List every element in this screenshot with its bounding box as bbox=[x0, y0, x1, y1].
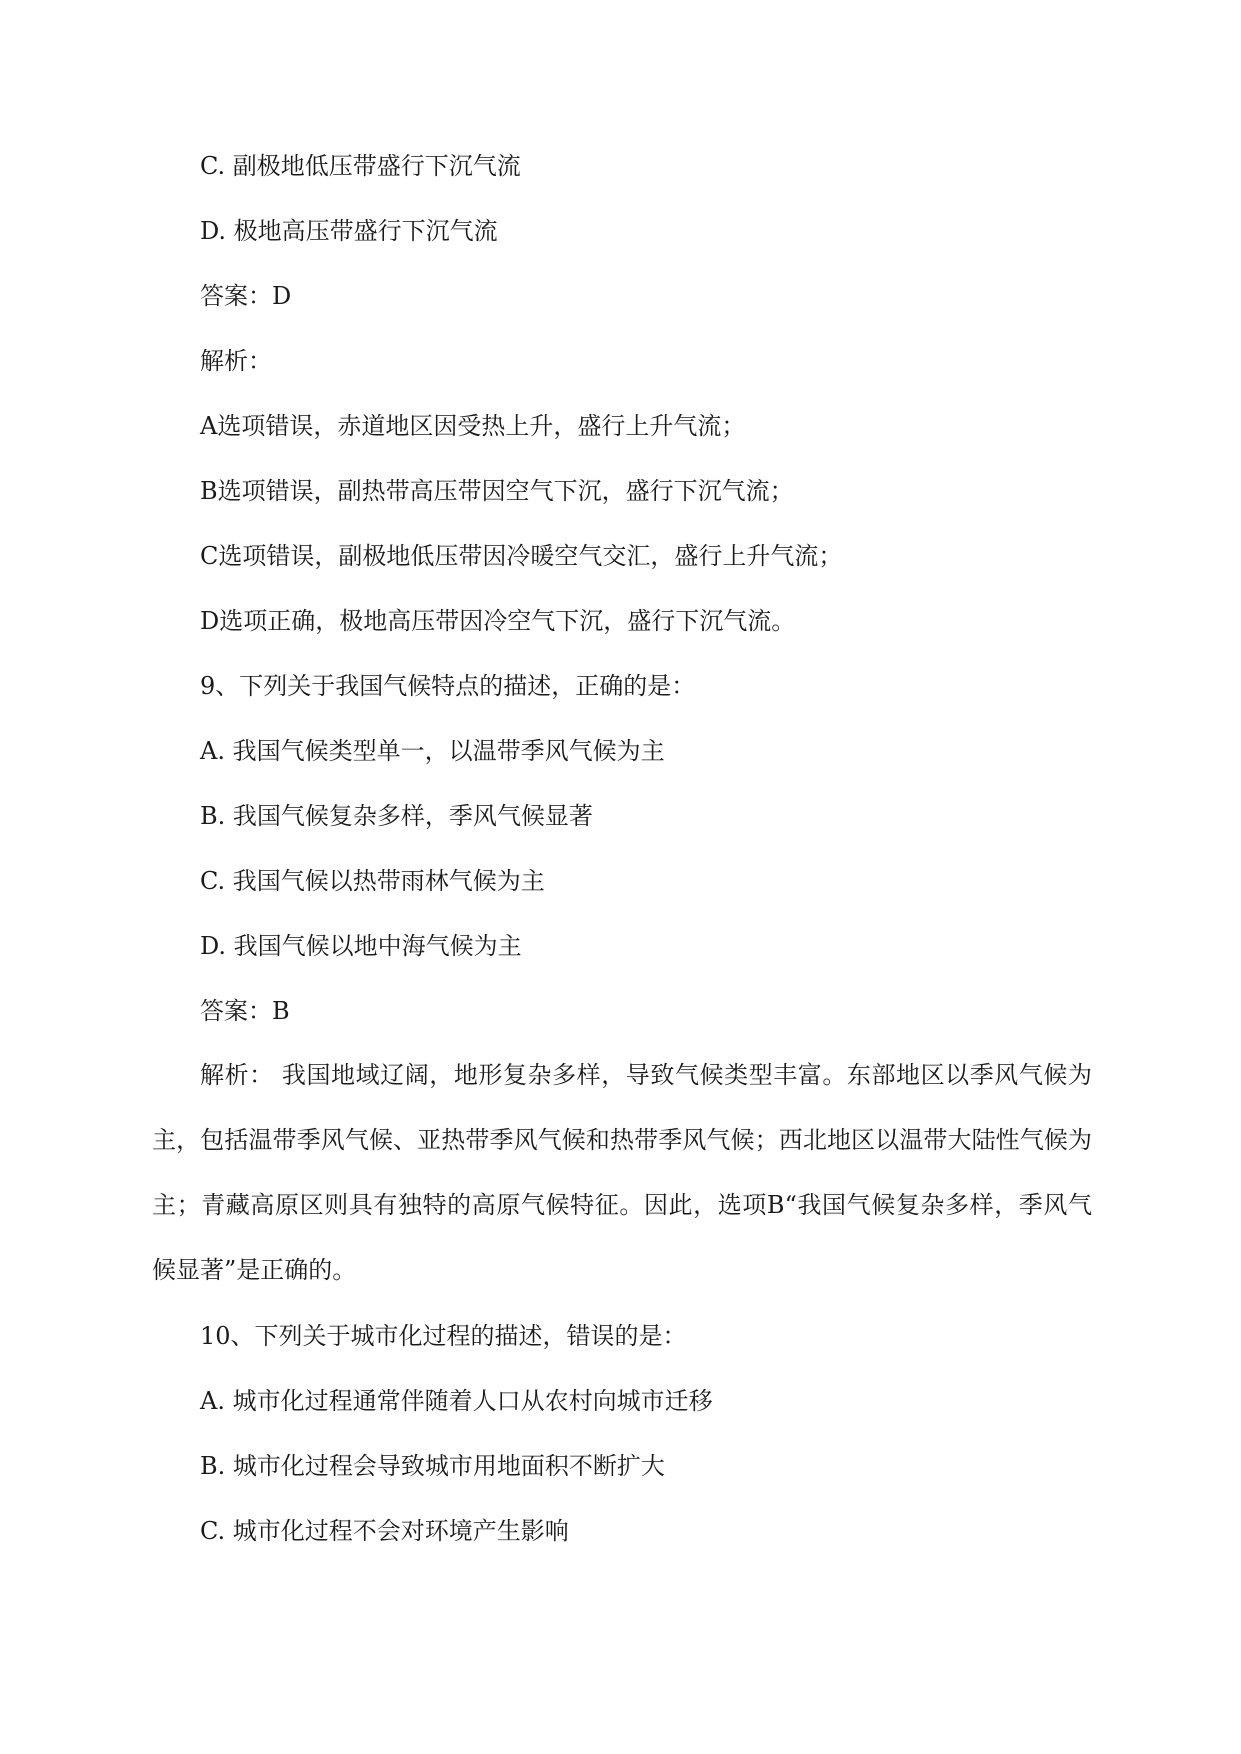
q9-question: 9、下列关于我国气候特点的描述，正确的是： bbox=[200, 672, 696, 700]
q10-option-c: C. 城市化过程不会对环境产生影响 bbox=[200, 1517, 569, 1545]
q9-option-d: D. 我国气候以地中海气候为主 bbox=[200, 932, 522, 960]
q8-option-d: D. 极地高压带盛行下沉气流 bbox=[200, 217, 498, 245]
q10-option-a: A. 城市化过程通常伴随着人口从农村向城市迁移 bbox=[200, 1387, 713, 1415]
q9-option-a: A. 我国气候类型单一，以温带季风气候为主 bbox=[200, 737, 665, 765]
q8-analysis-c: C选项错误，副极地低压带因冷暖空气交汇，盛行上升气流； bbox=[200, 542, 843, 570]
q8-analysis-b: B选项错误，副热带高压带因空气下沉，盛行下沉气流； bbox=[200, 477, 794, 505]
q9-answer: 答案：B bbox=[200, 997, 290, 1025]
q8-option-c: C. 副极地低压带盛行下沉气流 bbox=[200, 152, 521, 180]
q10-question: 10、下列关于城市化过程的描述，错误的是： bbox=[200, 1322, 687, 1350]
q10-option-b: B. 城市化过程会导致城市用地面积不断扩大 bbox=[200, 1452, 665, 1480]
q9-analysis: 解析： 我国地域辽阔，地形复杂多样，导致气候类型丰富。东部地区以季风气候为主，包括温带季风气候、亚热带季风气候和热带季风气候；西北地区以温带大陆性气候为主；青藏高原区则具有独特的高原气候特征。因此，选项B“我国气候复杂多样，季风气候显著”是正确的。 bbox=[152, 1061, 1092, 1284]
q9-option-b: B. 我国气候复杂多样，季风气候显著 bbox=[200, 802, 593, 830]
q8-analysis-a: A选项错误，赤道地区因受热上升，盛行上升气流； bbox=[200, 412, 746, 440]
q8-analysis-label: 解析： bbox=[200, 347, 272, 375]
q8-analysis-d: D选项正确，极地高压带因冷空气下沉，盛行下沉气流。 bbox=[200, 607, 796, 635]
q9-option-c: C. 我国气候以热带雨林气候为主 bbox=[200, 867, 545, 895]
q8-answer: 答案：D bbox=[200, 282, 292, 310]
